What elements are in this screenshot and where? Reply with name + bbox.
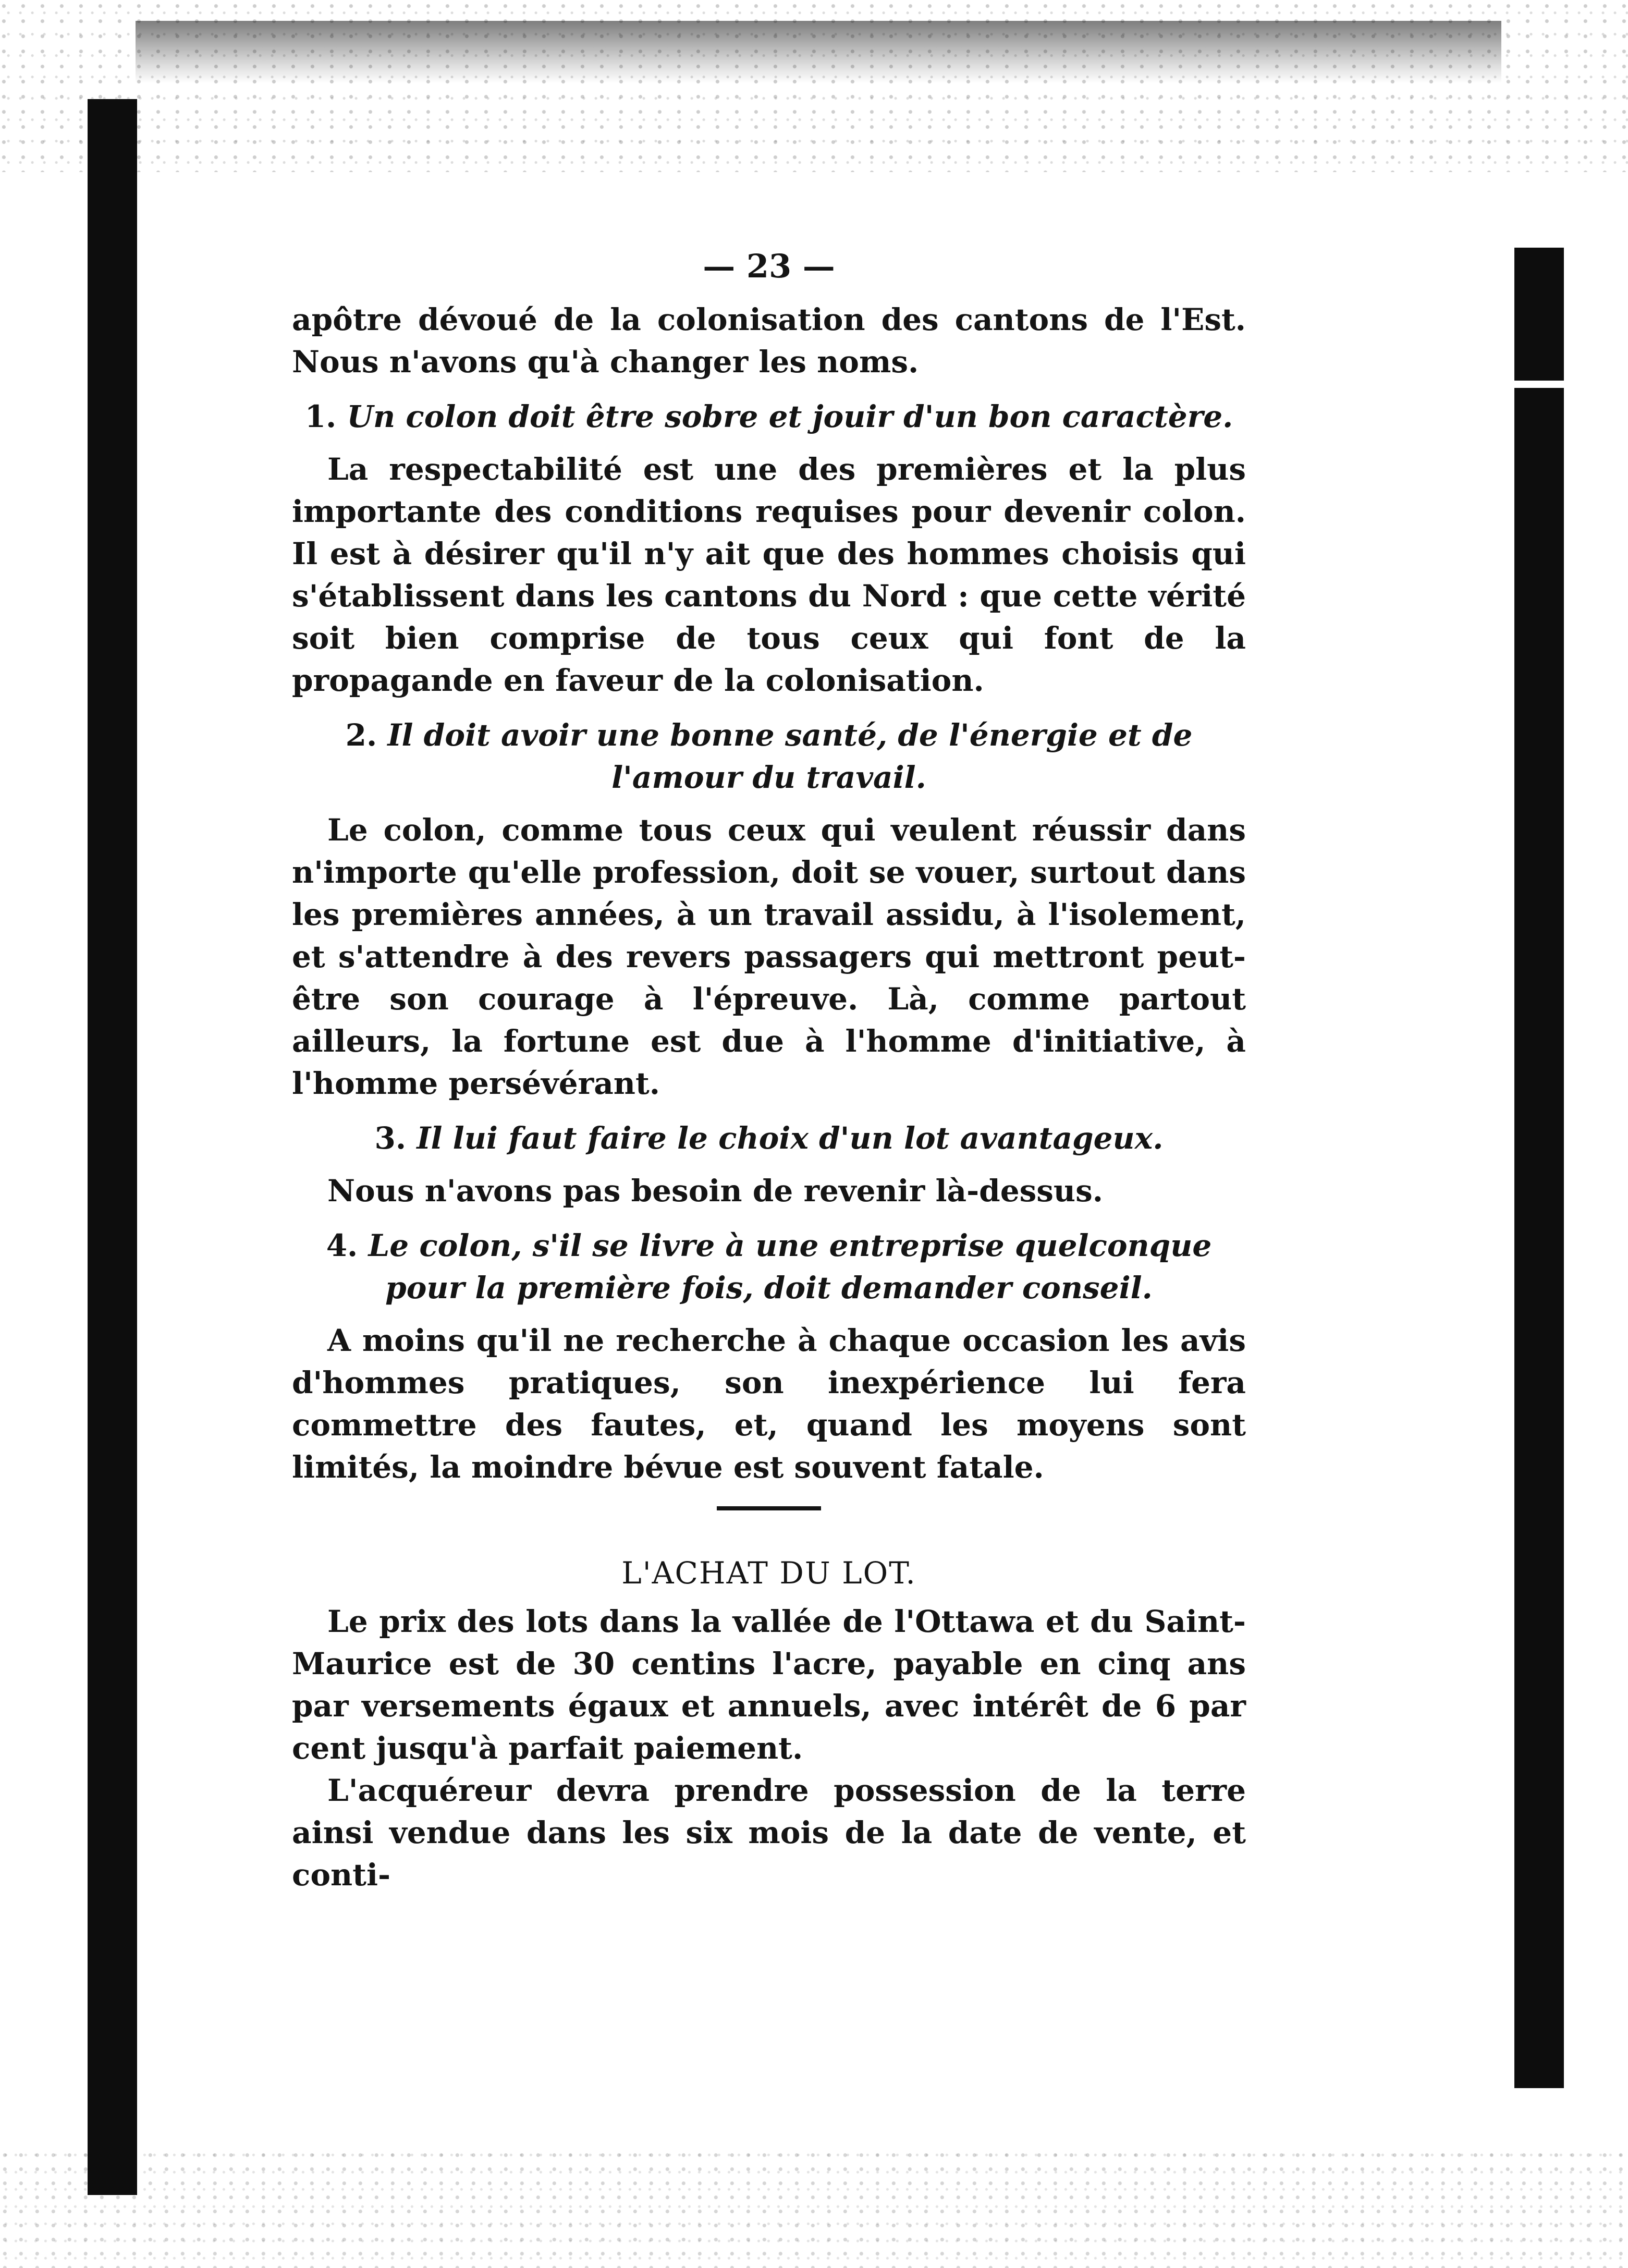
paragraph-4: A moins qu'il ne recherche à chaque occasion les avis d'hommes pratiques, son inexpérience lui fera commettre des fautes, et, quand les moyens sont limités, la moindre bévue est souvent fatale. xyxy=(292,1323,1246,1485)
rule-2-text: Il doit avoir une bonne santé, de l'énergie et de l'amour du travail. xyxy=(387,717,1193,795)
scan-shadow-top xyxy=(136,21,1501,83)
rule-3-text: Il lui faut faire le choix d'un lot avantageux. xyxy=(417,1120,1164,1156)
rule-4-number: 4. xyxy=(326,1228,358,1263)
rule-4 xyxy=(292,1225,1246,1309)
section-heading: L'ACHAT DU LOT. xyxy=(621,1555,916,1591)
scan-edge-right xyxy=(1514,248,1564,2088)
scan-edge-left xyxy=(88,99,137,2195)
rule-2 xyxy=(292,714,1246,799)
paragraph-3: Nous n'avons pas besoin de revenir là-dessus. xyxy=(327,1173,1103,1209)
rule-1-number: 1. xyxy=(304,399,337,434)
paragraph-2: Le colon, comme tous ceux qui veulent réussir dans n'importe qu'elle profession, doit se vouer, surtout dans les premières années, à un travail assidu, à l'isolement, et s'attendre à des revers passagers qui mettront peut-être son courage à l'épreuve. Là, comme partout ailleurs, la fortune est due à l'homme d'initiative, à l'homme persévérant. xyxy=(292,812,1246,1101)
paragraph-6: L'acquéreur devra prendre possession de la terre ainsi vendue dans les six mois de la date de vente, et conti- xyxy=(292,1773,1246,1893)
rule-1 xyxy=(292,396,1246,438)
rule-1-text: Un colon doit être sobre et jouir d'un bon caractère. xyxy=(347,399,1233,434)
intro-paragraph: apôtre dévoué de la colonisation des cantons de l'Est. Nous n'avons qu'à changer les noms. xyxy=(292,302,1246,380)
section-divider xyxy=(717,1506,821,1510)
paragraph-5: Le prix des lots dans la vallée de l'Ottawa et du Saint-Maurice est de 30 centins l'acre, payable en cinq ans par versements égaux et annuels, avec intérêt de 6 par cent jusqu'à parfait paiement. xyxy=(292,1604,1246,1766)
page-number: — 23 — xyxy=(703,247,835,285)
rule-2-number: 2. xyxy=(345,717,377,753)
rule-3 xyxy=(292,1117,1246,1160)
rule-4-text: Le colon, s'il se livre à une entreprise quelconque pour la première fois, doit demander conseil. xyxy=(368,1228,1212,1306)
scan-noise-bottom xyxy=(0,2148,1628,2268)
scan-edge-right-gap xyxy=(1514,381,1564,388)
page-body xyxy=(292,245,1246,1896)
rule-3-number: 3. xyxy=(374,1120,407,1156)
paragraph-1: La respectabilité est une des premières et la plus importante des conditions requises pour devenir colon. Il est à désirer qu'il n'y ait que des hommes choisis qui s'établissent dans les cantons du Nord : que cette vérité soit bien comprise de tous ceux qui font de la propagande en faveur de la colonisation. xyxy=(292,452,1246,698)
